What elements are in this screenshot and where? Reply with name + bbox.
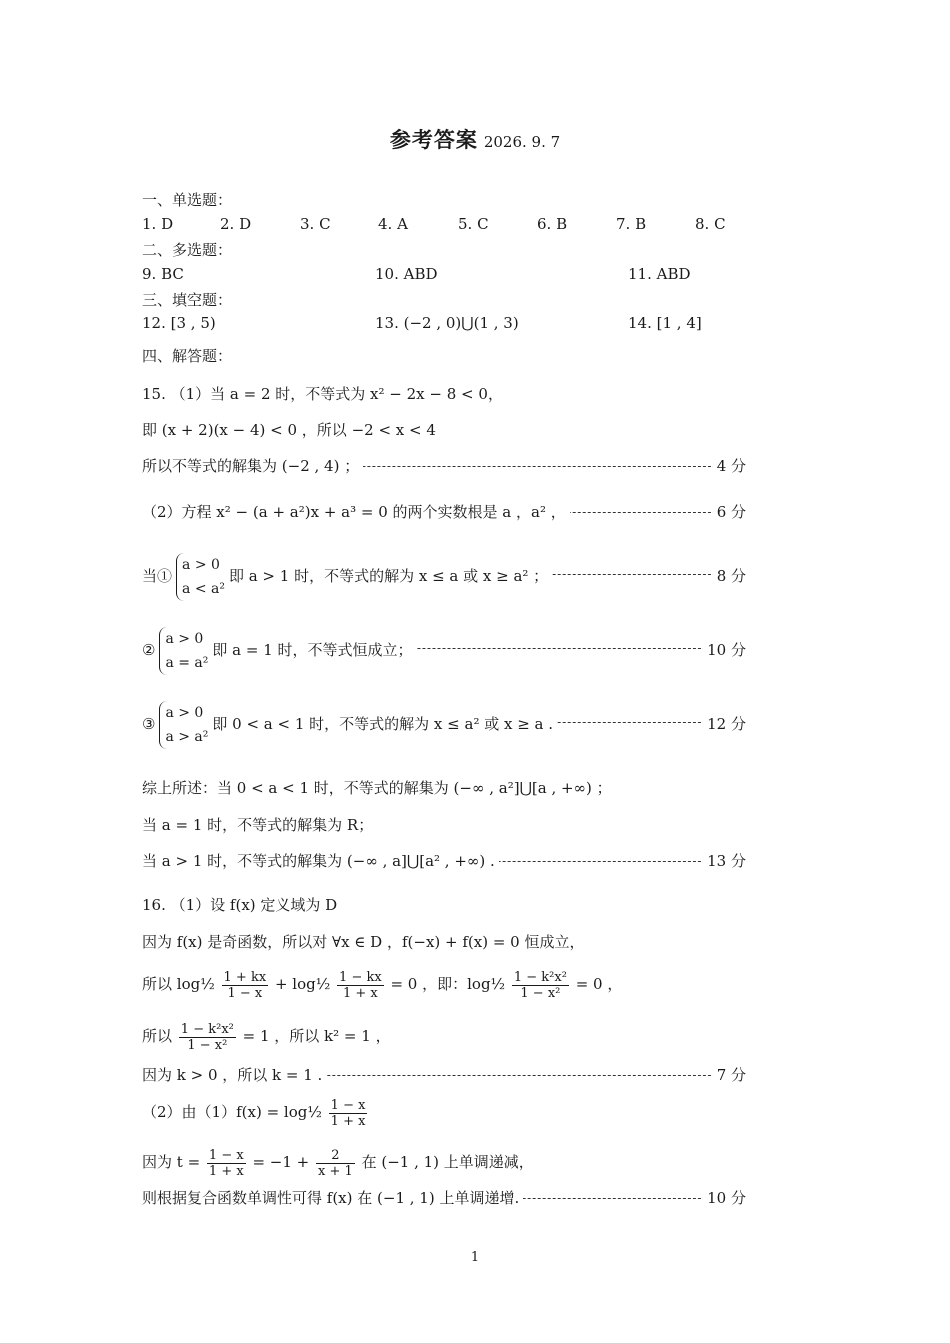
answer-6: 6. B — [537, 215, 568, 233]
q15-case-2 — [142, 624, 746, 676]
answer-7: 7. B — [616, 215, 647, 233]
q15-case-3 — [142, 698, 746, 750]
case-1-top: a > 0 — [182, 557, 220, 573]
denominator: x + 1 — [318, 1163, 353, 1179]
q16-line-4 — [142, 1016, 391, 1056]
q15-case-1-text — [142, 550, 552, 602]
q15-summary-3-text: 当 a > 1 时，不等式的解集为 (−∞ , a]⋃[a² , +∞) . — [142, 849, 499, 873]
q15-summary-2: 当 a = 1 时，不等式的解集为 R； — [142, 816, 374, 834]
q16-line-2: 因为 f(x) 是奇函数，所以对 ∀x ∈ D ，f(−x) + f(x) = 0 恒成立， — [142, 933, 585, 951]
q16-line-3 — [142, 964, 622, 1004]
case-3-prefix: ③ — [142, 715, 156, 733]
case-2-system — [159, 627, 208, 675]
q16-line-1: 16. （1）设 f(x) 定义域为 D — [142, 896, 338, 914]
q15-summary-3 — [142, 849, 746, 873]
q16-l4-part-a: 所以 — [142, 1027, 173, 1045]
answer-8: 8. C — [695, 215, 726, 233]
answer-2: 2. D — [220, 215, 252, 233]
q16-line-5 — [142, 1063, 746, 1087]
numerator: 1 + kx — [223, 969, 267, 985]
denominator: 1 + x — [208, 1163, 244, 1179]
answer-3: 3. C — [300, 215, 331, 233]
q16-line-5-text: 因为 k > 0 ，所以 k = 1 . — [142, 1063, 326, 1087]
fraction — [207, 1148, 246, 1179]
q16-line-7 — [142, 1142, 534, 1182]
answer-5: 5. C — [458, 215, 489, 233]
fraction — [316, 1148, 355, 1179]
q15-case-2-text — [142, 624, 417, 676]
section-solution-heading: 四、解答题： — [142, 347, 233, 365]
answer-9: 9. BC — [142, 265, 184, 283]
q16-score-10: 10 分 — [703, 1186, 746, 1210]
answer-10: 10. ABD — [375, 265, 438, 283]
case-3-body: 即 0 < a < 1 时，不等式的解为 x ≤ a² 或 x ≥ a . — [212, 715, 554, 733]
case-1-body: 即 a > 1 时，不等式的解为 x ≤ a 或 x ≥ a² ； — [228, 567, 549, 585]
q15-case-3-text — [142, 698, 557, 750]
page-number: 1 — [470, 1250, 480, 1265]
title-text: 参考答案 — [389, 128, 478, 152]
case-3-system — [159, 701, 208, 749]
fraction — [337, 970, 384, 1001]
denominator: 1 − x² — [187, 1037, 228, 1053]
answer-11: 11. ABD — [628, 265, 691, 283]
denominator: 1 − x — [227, 985, 263, 1001]
case-1-bottom: a < a² — [182, 581, 225, 597]
case-2-bottom: a = a² — [165, 655, 209, 671]
q15-summary-1: 综上所述：当 0 < a < 1 时，不等式的解集为 (−∞ , a²]⋃[a , +∞) ； — [142, 779, 612, 797]
q15-score-10: 10 分 — [703, 624, 746, 676]
numerator: 1 − k²x² — [180, 1021, 234, 1037]
q16-line-8 — [142, 1186, 746, 1210]
q15-line-4-text: （2）方程 x² − (a + a²)x + a³ = 0 的两个实数根是 a ，a² ， — [142, 500, 570, 524]
denominator: 1 + x — [342, 985, 378, 1001]
q16-l7-part-c: 在 (−1 , 1) 上单调递减， — [361, 1153, 534, 1171]
case-3-top: a > 0 — [165, 705, 204, 721]
page-title — [0, 124, 950, 154]
fraction — [179, 1022, 236, 1053]
section-multi-choice-heading: 二、多选题： — [142, 241, 233, 259]
q15-line-4 — [142, 500, 746, 524]
case-2-top: a > 0 — [165, 631, 204, 647]
q16-l3-part-d: = 0 ， — [575, 975, 623, 993]
numerator: 1 − kx — [339, 969, 382, 985]
q15-score-13: 13 分 — [703, 849, 746, 873]
answer-12: 12. [3 , 5) — [142, 314, 216, 332]
numerator: 1 − k²x² — [513, 969, 567, 985]
q16-line-6 — [142, 1092, 369, 1132]
q16-score-7: 7 分 — [713, 1063, 746, 1087]
q15-score-8: 8 分 — [713, 550, 746, 602]
numerator: 2 — [316, 1148, 355, 1164]
q16-l3-part-b: + log½ — [274, 975, 331, 993]
denominator: 1 − x² — [520, 985, 561, 1001]
section-single-choice-heading: 一、单选题： — [142, 191, 233, 209]
q15-score-12: 12 分 — [703, 698, 746, 750]
case-1-prefix: 当① — [142, 567, 173, 585]
q16-l7-part-a: 因为 t = — [142, 1153, 201, 1171]
q15-score-6: 6 分 — [713, 500, 746, 524]
q15-score-4: 4 分 — [713, 454, 746, 478]
fraction — [512, 970, 569, 1001]
numerator: 1 − x — [330, 1097, 366, 1113]
q15-line-3-text: 所以不等式的解集为 (−2 , 4) ； — [142, 454, 363, 478]
q15-line-3 — [142, 454, 746, 478]
q15-line-1: 15. （1）当 a = 2 时，不等式为 x² − 2x − 8 < 0， — [142, 385, 503, 403]
fraction — [329, 1098, 368, 1129]
answer-1: 1. D — [142, 215, 174, 233]
q16-l7-part-b: = −1 + — [252, 1153, 310, 1171]
q16-line-8-text: 则根据复合函数单调性可得 f(x) 在 (−1 , 1) 上单调递增. — [142, 1186, 523, 1210]
answer-13: 13. (−2 , 0)⋃(1 , 3) — [375, 314, 519, 332]
case-3-bottom: a > a² — [165, 729, 209, 745]
q15-case-1 — [142, 550, 746, 602]
answer-14: 14. [1 , 4] — [628, 314, 702, 332]
q16-l6-part-a: （2）由（1）f(x) = log½ — [142, 1103, 322, 1121]
case-2-prefix: ② — [142, 641, 156, 659]
title-date: 2026. 9. 7 — [483, 133, 561, 151]
q16-l3-part-c: = 0 ，即：log½ — [390, 975, 506, 993]
case-1-system — [176, 553, 225, 601]
fraction — [222, 970, 269, 1001]
q16-l3-part-a: 所以 log½ — [142, 975, 215, 993]
case-2-body: 即 a = 1 时，不等式恒成立； — [212, 641, 413, 659]
numerator: 1 − x — [208, 1147, 244, 1163]
section-fill-blank-heading: 三、填空题： — [142, 291, 233, 309]
q16-l4-part-b: = 1 ，所以 k² = 1 ， — [242, 1027, 391, 1045]
denominator: 1 + x — [330, 1113, 366, 1129]
q15-line-2: 即 (x + 2)(x − 4) < 0 ，所以 −2 < x < 4 — [142, 421, 436, 439]
answer-4: 4. A — [378, 215, 408, 233]
